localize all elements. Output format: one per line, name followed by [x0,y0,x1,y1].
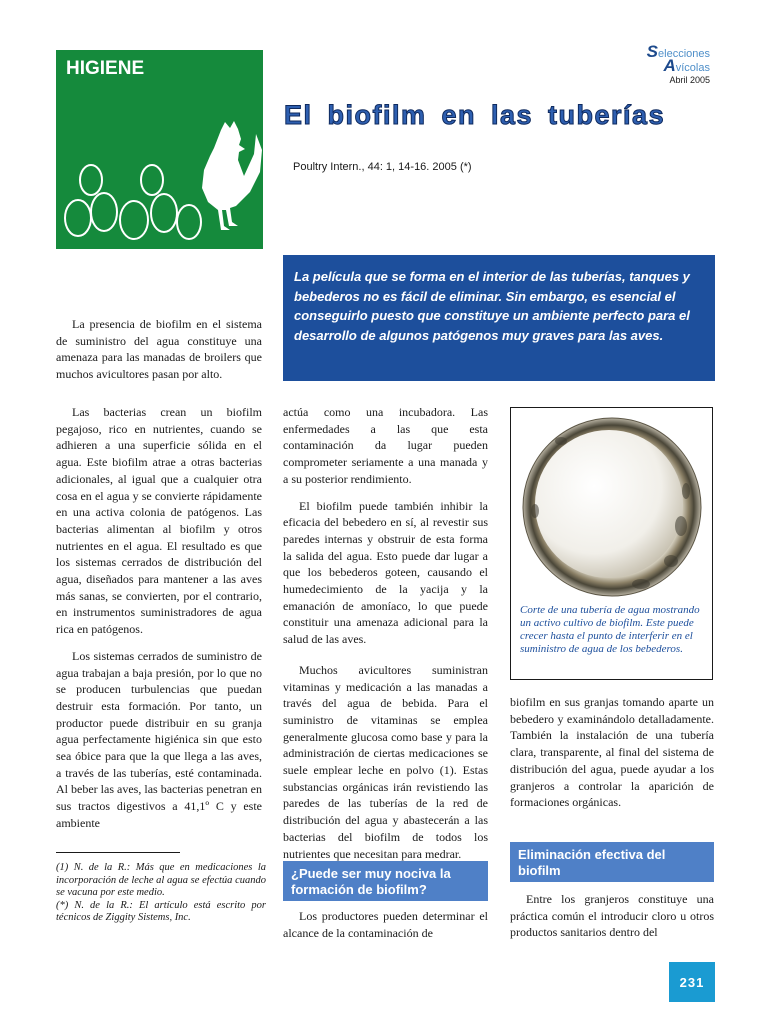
footnotes [56,862,266,925]
paragraph: Los sistemas cerrados de suministro de agua trabajan a baja presión, por lo que no se producen turbulencias que puedan destruir esta formación. Por tanto, un productor puede distribuir en su granja agua perfectamente higiénica sin que esto sea óbice para que la que llega a las aves, a través de las tuberías, esté contaminada. Al beber las aves, las bacterias penetran en sus tractos digestivos a 41,1º C y este ambiente [56,648,262,830]
abstract-box [283,255,715,381]
figure [510,407,713,680]
column-3 [510,694,714,821]
paragraph: actúa como una incubadora. Las enfermedades a las que esta contaminación da lugar pueden comprometer seriamente a una manada y a su posterior rendimiento. [283,405,488,486]
figure-caption: Corte de una tubería de agua mostrando un activo cultivo de biofilm. Este puede crecer hasta el punto de interferir en el suministro de agua de los bebederos. [520,604,700,655]
paragraph: Los productores pueden determinar el alcance de la contaminación de [283,909,488,940]
column-2-end [283,908,488,951]
footnote: (*) N. de la R.: El artículo está escrito por técnicos de Ziggity Sistems, Inc. [56,899,266,923]
column-1 [56,404,262,842]
article-citation: Poultry Intern., 44: 1, 14-16. 2005 (*) [293,161,472,173]
article-title: El biofilm en las tuberías [284,100,666,130]
abstract-text: La película que se forma en el interior de las tuberías, tanques y bebederos no es fácil de eliminar. Sin embargo, es esencial el conseguirlo puesto que constituye un ambiente perfecto para el desarrollo de algunos patógenos muy graves para las aves. [294,269,690,343]
column-1-intro [56,316,262,393]
subheading: Eliminación efectiva del biofilm [510,842,714,882]
logo-word-1: elecciones [658,48,710,60]
pipe-cross-section-image [521,416,703,598]
subheading: ¿Puede ser muy nociva la formación de biofilm? [283,861,488,901]
section-header-block [56,50,263,249]
paragraph: Entre los granjeros constituye una práctica común el introducir cloro u otros productos sanitarios dentro del [510,892,714,940]
paragraph: Muchos avicultores suministran vitaminas y medicación a las manadas a través del agua de bebida. Para el suministro de vitaminas se emplea generalmente glucosa como base y para la administración de ciertas medicaciones se suele emplear leche en polvo (1). Estas substancias orgánicas irán revistiendo las paredes de las tuberías de la red de distribución del agua y abastecerán a las bacterias del biofilm de todos los nutrientes que necesitan para medrar. [283,662,488,861]
section-label: HIGIENE [66,58,145,79]
paragraph: biofilm en sus granjas tomando aparte un bebedero y examinándolo detalladamente. También la instalación de una tubería clara, transparente, al final del sistema de distribución del agua, puede ayudar a los granjeros a controlar la aparición de formaciones orgánicas. [510,695,714,810]
logo-initial-s: S [646,42,659,61]
logo-date: Abril 2005 [669,75,710,85]
logo-word-2: vícolas [675,62,710,74]
paragraph: Las bacterias crean un biofilm pegajoso, rico en nutrientes, cuando se adhieren a una superficie sólida en el agua. Este biofilm atrae a otras bacterias adicionales, al igual que a cualquier otra cosa en el agua y se convierte rápidamente en una activa colonia de patógenos. Las bacterias alimentan al biofilm y otros nutrientes en el agua. El resultado es que los sistemas cerrados de distribución del agua, diseñados para mantener a las aves más sanas, se convierten, por el contrario, en instrumentos suministradores de agua rica en patógenos. [56,405,262,637]
logo-initial-a: A [663,56,676,75]
paragraph: La presencia de biofilm en el sistema de suministro del agua constituye una amenaza para las manadas de broilers que muchos avicultores pasan por alto. [56,317,262,382]
magazine-logo [646,42,710,85]
footnote-divider [56,852,180,853]
paragraph: El biofilm puede también inhibir la eficacia del bebedero en sí, al revestir sus paredes internas y obstruir de esta forma la salida del agua. Esto puede dar lugar a que los bebederos goteen, causando el humedecimiento de la yacija y la emanación de amoníaco, lo que puede constituir una amenaza adicional para la salud de las aves. [283,498,488,647]
footnote: (1) N. de la R.: Más que en medicaciones la incorporación de leche al agua se efectúa cuando se vacuna por este medio. [56,862,266,898]
column-2 [283,404,488,872]
page-number: 231 [669,962,715,1002]
column-3-end [510,891,714,951]
